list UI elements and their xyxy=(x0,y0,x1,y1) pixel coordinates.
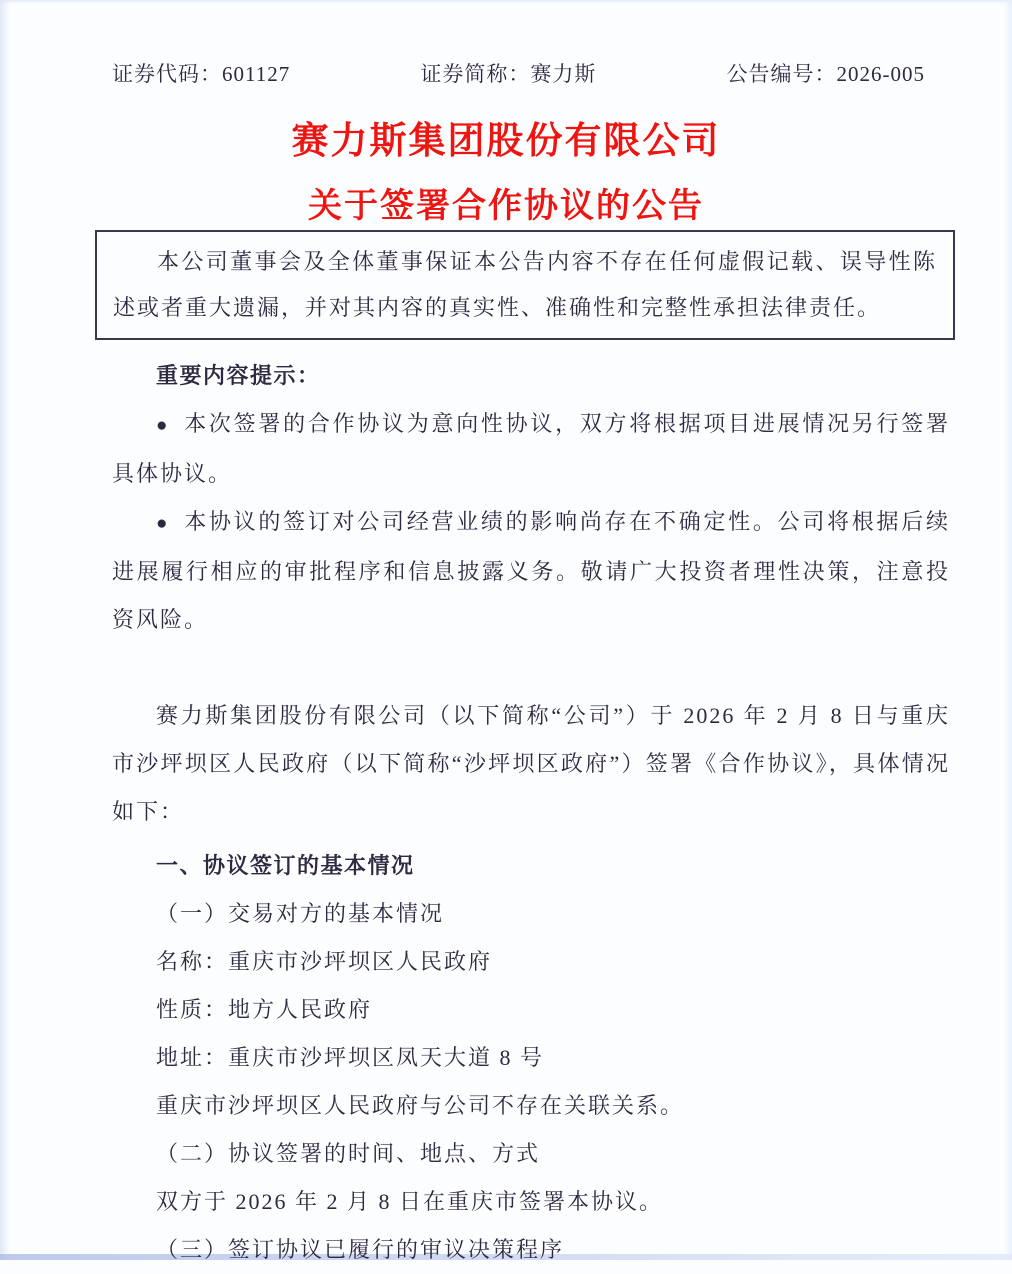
board-disclaimer-text: 本公司董事会及全体董事保证本公告内容不存在任何虚假记载、误导性陈述或者重大遗漏，并对其内容的真实性、准确性和完整性承担法律责任。 xyxy=(113,249,937,320)
relationship-statement-line: 重庆市沙坪坝区人民政府与公司不存在关联关系。 xyxy=(156,1093,685,1118)
section-1-heading: 一、协议签订的基本情况 xyxy=(156,853,415,878)
stock-short-name: 证券简称：赛力斯 xyxy=(420,62,597,86)
page-edge-shade-top xyxy=(0,0,1012,4)
counterparty-address-line: 地址：重庆市沙坪坝区凤天大道 8 号 xyxy=(156,1045,545,1070)
announcement-title: 关于签署合作协议的公告 xyxy=(308,187,704,225)
subsection-1-3-heading: （三）签订协议已履行的审议决策程序 xyxy=(156,1237,565,1262)
signing-time-place-line: 双方于 2026 年 2 月 8 日在重庆市签署本协议。 xyxy=(156,1189,664,1214)
important-notice-bullet-1-text: 本次签署的合作协议为意向性协议，双方将根据项目进展情况另行签署具体协议。 xyxy=(112,411,950,486)
board-disclaimer-box xyxy=(95,230,955,340)
bullet-icon: ● xyxy=(156,513,169,534)
announcement-body xyxy=(112,352,950,1274)
subsection-1-2-heading: （二）协议签署的时间、地点、方式 xyxy=(156,1141,541,1166)
important-notice-bullet-2-text: 本协议的签订对公司经营业绩的影响尚存在不确定性。公司将根据后续进展履行相应的审批程序和信息披露义务。敬请广大投资者理性决策，注意投资风险。 xyxy=(112,509,950,632)
bullet-icon: ● xyxy=(156,415,169,436)
agreement-intro-paragraph: 赛力斯集团股份有限公司（以下简称“公司”）于 2026 年 2 月 8 日与重庆市沙坪坝区人民政府（以下简称“沙坪坝区政府”）签署《合作协议》，具体情况如下： xyxy=(112,703,950,824)
important-notice-bullet-1 xyxy=(112,400,950,498)
important-notice-bullet-2 xyxy=(112,498,950,644)
securities-header-row xyxy=(112,58,925,88)
counterparty-name-line: 名称：重庆市沙坪坝区人民政府 xyxy=(156,949,493,974)
counterparty-nature-line: 性质：地方人民政府 xyxy=(156,997,373,1022)
subsection-1-1-heading: （一）交易对方的基本情况 xyxy=(156,901,445,926)
important-notice-heading: 重要内容提示： xyxy=(156,363,321,388)
company-title: 赛力斯集团股份有限公司 xyxy=(291,120,721,161)
announcement-number: 公告编号：2026-005 xyxy=(726,62,925,86)
stock-code: 证券代码：601127 xyxy=(112,62,291,86)
